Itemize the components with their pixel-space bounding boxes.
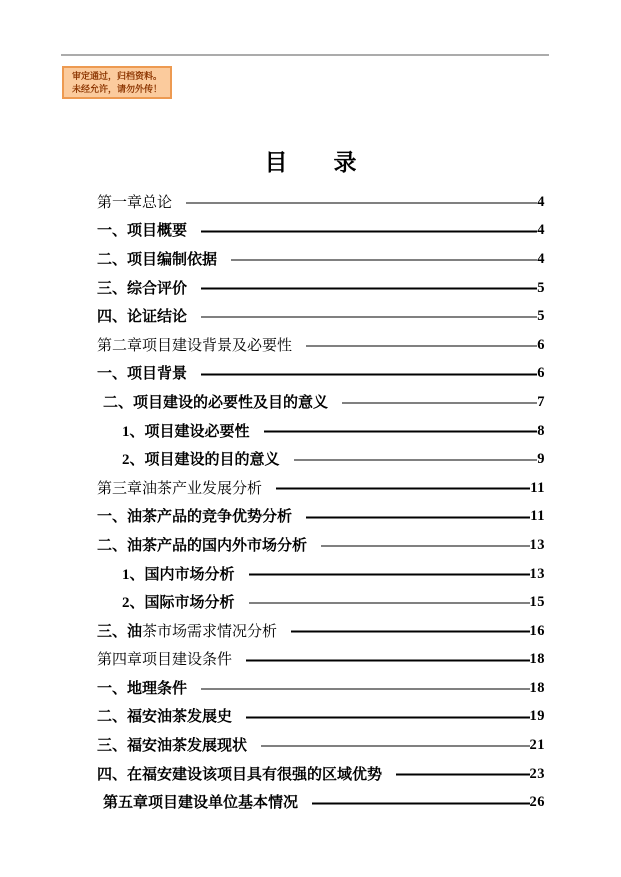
toc-entry-label: 第四章项目建设条件 (97, 652, 233, 669)
toc-leader-line (294, 459, 538, 461)
toc-entry-label-bold: 三、福安油茶发展现状 (97, 738, 248, 755)
confidential-stamp (62, 66, 172, 99)
toc-page-number: 6 (537, 336, 545, 353)
toc-leader-line (201, 316, 537, 318)
toc-page-number: 15 (529, 594, 545, 611)
toc-page-number: 7 (537, 393, 545, 410)
toc-entry[interactable] (97, 330, 545, 359)
toc-leader-line (306, 345, 537, 347)
toc-title: 目 录 (264, 150, 357, 175)
toc-page-number: 4 (537, 222, 545, 239)
toc-entry[interactable] (97, 559, 545, 588)
toc-leader-line (249, 574, 530, 576)
toc-page-number: 13 (529, 536, 545, 553)
toc-page-number: 5 (537, 308, 545, 325)
toc-leader-line (342, 402, 537, 404)
toc-entry[interactable] (97, 530, 545, 559)
toc-entry[interactable] (97, 673, 545, 702)
toc-page-number: 13 (529, 565, 545, 582)
stamp-line-2: 未经允许，请勿外传！ (71, 84, 162, 94)
toc-leader-line (306, 517, 530, 519)
toc-entry-label-bold: 三、综合评价 (97, 280, 188, 297)
toc-entry[interactable] (97, 187, 545, 216)
toc-entry[interactable] (97, 616, 545, 645)
toc-entry[interactable] (97, 759, 545, 788)
toc-leader-line (246, 717, 529, 719)
toc-page-number: 26 (529, 794, 545, 811)
toc-leader-line (186, 202, 537, 204)
toc-entry[interactable] (97, 702, 545, 731)
toc-leader-line (261, 745, 529, 747)
toc-leader-line (264, 431, 538, 433)
toc-leader-line (201, 688, 529, 690)
toc-entry[interactable] (97, 387, 545, 416)
toc-page-number: 8 (537, 422, 545, 439)
toc-page-number: 16 (529, 622, 545, 639)
toc-page-number: 5 (537, 279, 545, 296)
toc-entry-label-bold: 一、油茶产品的竞争优势分析 (97, 509, 293, 526)
toc-leader-line (312, 803, 529, 805)
toc-leader-line (396, 774, 529, 776)
toc-page-number: 19 (529, 708, 545, 725)
toc-entry[interactable] (97, 587, 545, 616)
toc-entry-label: 茶市场需求情况分析 (142, 623, 278, 640)
toc-entry-label-bold: 1、项目建设必要性 (122, 423, 250, 440)
toc-entry-label-bold: 1、国内市场分析 (122, 566, 235, 583)
toc-entry[interactable] (97, 502, 545, 531)
toc-leader-line (276, 488, 530, 490)
toc-page-number: 6 (537, 365, 545, 382)
toc-entry[interactable] (97, 216, 545, 245)
toc-entry-label-bold: 一、项目背景 (97, 366, 188, 383)
toc-entry[interactable] (97, 787, 545, 816)
toc-entry[interactable] (97, 444, 545, 473)
toc-entry-label-bold: 二、福安油茶发展史 (97, 709, 233, 726)
toc-entry-label-bold: 2、项目建设的目的意义 (122, 452, 280, 469)
toc-leader-line (231, 259, 537, 261)
toc-entry-label-bold: 三、油 (97, 623, 143, 640)
toc-entry[interactable] (97, 473, 545, 502)
toc-entry[interactable] (97, 301, 545, 330)
toc-entry-label-bold: 2、国际市场分析 (122, 595, 235, 612)
toc-entry-label: 第三章油茶产业发展分析 (97, 480, 263, 497)
toc-entry-label: 第二章项目建设背景及必要性 (97, 337, 293, 354)
toc-entry-label-bold: 一、地理条件 (97, 680, 188, 697)
toc-entry[interactable] (97, 359, 545, 388)
toc-page-number: 4 (537, 193, 545, 210)
toc-entry[interactable] (97, 730, 545, 759)
toc-entry[interactable] (97, 645, 545, 674)
header-divider (61, 54, 549, 56)
toc-entry[interactable] (97, 273, 545, 302)
toc-entry-label-bold: 四、在福安建设该项目具有很强的区域优势 (97, 766, 383, 783)
toc-page-number: 23 (529, 765, 545, 782)
toc-entry-label-bold: 二、油茶产品的国内外市场分析 (97, 537, 308, 554)
toc-entry-label: 第一章总论 (97, 194, 173, 211)
toc-entry-label-bold: 四、论证结论 (97, 309, 188, 326)
toc-entry-label-bold: 二、项目编制依据 (97, 251, 218, 268)
toc-page-number: 9 (537, 451, 545, 468)
toc-entry[interactable] (97, 244, 545, 273)
toc-page-number: 4 (537, 250, 545, 267)
stamp-line-1: 审定通过，归档资料。 (71, 71, 162, 81)
toc-leader-line (201, 374, 537, 376)
toc-page-number: 11 (530, 479, 545, 496)
toc-entry[interactable] (97, 416, 545, 445)
toc-leader-line (249, 602, 530, 604)
toc-leader-line (291, 631, 529, 633)
toc-leader-line (246, 660, 529, 662)
toc-list (97, 187, 545, 816)
toc-page-number: 21 (529, 737, 545, 754)
toc-page-number: 18 (529, 679, 545, 696)
toc-leader-line (201, 288, 537, 290)
toc-entry-label-bold: 第五章项目建设单位基本情况 (103, 795, 299, 812)
toc-leader-line (321, 545, 529, 547)
toc-page-number: 18 (529, 651, 545, 668)
toc-entry-label-bold: 二、项目建设的必要性及目的意义 (103, 394, 329, 411)
toc-page-number: 11 (530, 508, 545, 525)
toc-entry-label-bold: 一、项目概要 (97, 223, 188, 240)
toc-leader-line (201, 231, 537, 233)
